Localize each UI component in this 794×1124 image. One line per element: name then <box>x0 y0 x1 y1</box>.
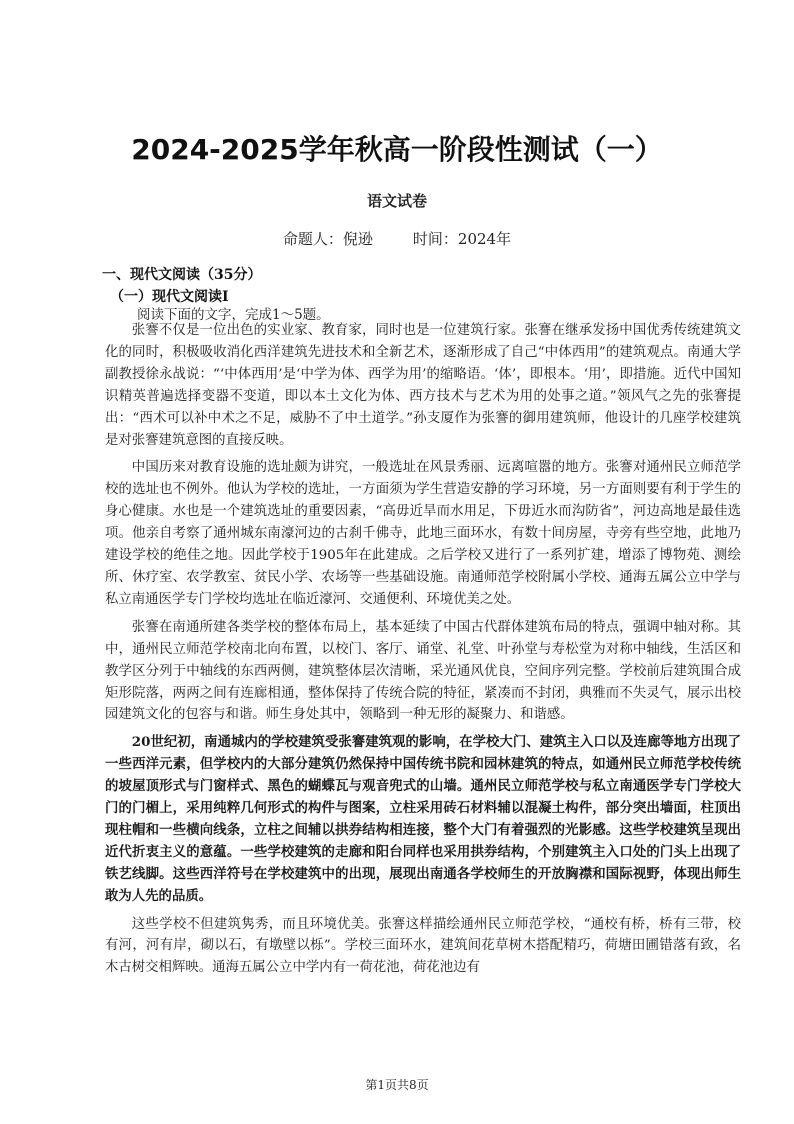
passage-paragraph-3: 张謇在南通所建各类学校的整体布局上，基本延续了中国古代群体建筑布局的特点，强调中轴对称。其中，通州民立师范学校南北向布置，以校门、客厅、诵堂、礼堂、叶孙堂与寿松堂为对称中轴线，生活区和教学区分列于中轴线的东西两侧，建筑整体层次清晰，采光通风优良，空间序列完整。学校前后建筑围合成矩形院落，两两之间有连廊相通，整体保持了传统合院的特征，紧凑而不封闭，典雅而不失灵气，展示出校园建筑文化的包容与和谐。师生身处其中，领略到一种无形的凝聚力、和谐感。 <box>105 619 741 723</box>
passage <box>105 320 741 985</box>
section-heading: 一、现代文阅读（35分） <box>102 267 262 283</box>
section-subheading: （一）现代文阅读Ⅰ <box>110 289 229 305</box>
passage-paragraph-5: 这些学校不但建筑隽秀，而且环境优美。张謇这样描绘通州民立师范学校，“通校有桥，桥有三带，校有河，河有岸，砌以石，有墩壁以栎”。学校三面环水，建筑间花草树木搭配精巧，荷塘田圃错落有致，名木古树交相辉映。通海五属公立中学内有一荷花池，荷花池边有 <box>105 916 741 976</box>
exam-subject: 语文试卷 <box>366 192 427 210</box>
passage-paragraph-1: 张謇不仅是一位出色的实业家、教育家，同时也是一位建筑行家。张謇在继承发扬中国优秀传统建筑文化的同时，积极吸收消化西洋建筑先进技术和全新艺术，逐渐形成了自己“中体西用”的建筑观点。南通大学副教授徐永战说：“‘中体西用’是‘中学为体、西学为用’的缩略语。‘体’，即根本。‘用’，即措施。近代中国知识精英普遍选择变器不变道，即以本土文化为体、西方技术与艺术为用的处事之道。”领风气之先的张謇提出：“西术可以补中术之不足，威胁不了中土道学。”孙支厦作为张謇的御用建筑师，他设计的几座学校建筑是对张謇建筑意图的直接反映。 <box>105 323 741 448</box>
author-label: 命题人：倪逊 <box>282 230 373 248</box>
page-number: 第1页共8页 <box>365 1078 429 1092</box>
exam-meta <box>0 228 794 249</box>
passage-paragraph-2: 中国历来对教育设施的选址颇为讲究，一般选址在风景秀丽、远离喧嚣的地方。张謇对通州民立师范学校的选址也不例外。他认为学校的选址，一方面须为学生营造安静的学习环境，另一方面则要有利于学生的身心健康。水也是一个建筑选址的重要因素，“高毋近旱而水用足，下毋近水而沟防省”，河边高地是最佳选项。他亲自考察了通州城东南濠河边的古刹千佛寺，此地三面环水，有数十间房屋，寺旁有些空地，此地乃建设学校的绝佳之地。因此学校于1905年在此建成。之后学校又进行了一系列扩建，增添了博物苑、测绘所、休疗室、农学教室、贫民小学、农场等一些基础设施。南通师范学校附属小学校、通海五属公立中学与私立南通医学专门学校均选址在临近濠河、交通便利、环境优美之处。 <box>105 460 741 607</box>
page-title: 2024-2025学年秋高一阶段性测试（一） <box>131 133 663 166</box>
instruction: 阅读下面的文字，完成1～5题。 <box>137 307 330 323</box>
passage-paragraph-4: 20世纪初，南通城内的学校建筑受张謇建筑观的影响，在学校大门、建筑主入口以及连廊等地方出现了一些西洋元素，但学校内的大部分建筑仍然保持中国传统书院和园林建筑的特点，如通州民立师范学校传统的坡屋顶形式与门窗样式、黑色的蝴蝶瓦与观音兜式的山墙。通州民立师范学校与私立南通医学专门学校大门的门楣上，采用纯粹几何形式的构件与图案，立柱采用砖石材料辅以混凝土构件，部分突出墙面，柱顶出现柱帽和一些横向线条，立柱之间辅以拱券结构相连接，整个大门有着强烈的光影感。这些学校建筑呈现出近代折衷主义的意蕴。一些学校建筑的走廊和阳台同样也采用拱券结构，个别建筑主入口处的门头上出现了铁艺线脚。这些西洋符号在学校建筑中的出现，展现出南通各学校师生的开放胸襟和国际视野，体现出师生敢为人先的品质。 <box>105 734 741 904</box>
time-label: 时间：2024年 <box>412 230 512 248</box>
